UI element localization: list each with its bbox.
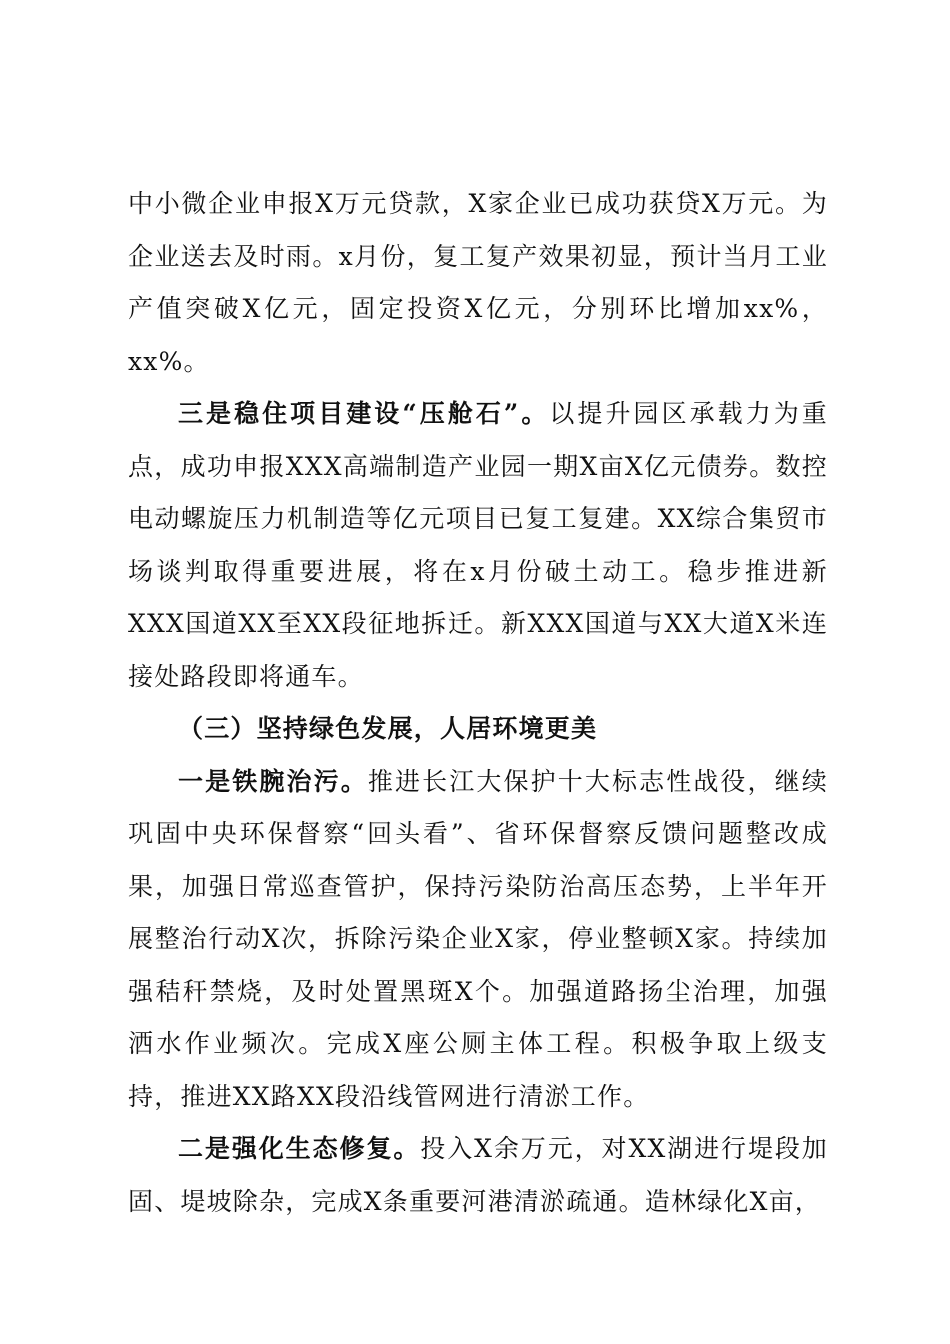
- paragraph-pollution-control-text: 推进长江大保护十大标志性战役，继续巩固中央环保督察“回头看”、省环保督察反馈问题整改成果，加强日常巡查管护，保持污染防治高压态势，上半年开展整治行动X次，拆除污染企业X家，停业整顿X家。持续加强秸秆禁烧，及时处置黑斑X个。加强道路扬尘治理，加强洒水作业频次。完成X座公厕主体工程。积极争取上级支持，推进XX路XX段沿线管网进行清淤工作。: [128, 766, 829, 1111]
- paragraph-pollution-control-lead: 一是铁腕治污。: [178, 766, 368, 796]
- paragraph-ecological-restoration-lead: 二是强化生态修复。: [178, 1134, 421, 1163]
- paragraph-ecological-restoration: [128, 1123, 828, 1228]
- paragraph-pollution-control: [128, 756, 828, 1124]
- paragraph-project-construction-text: 以提升园区承载力为重点，成功申报XXX高端制造产业园一期X亩X亿元债券。数控电动螺旋压力机制造等亿元项目已复工复建。XX综合集贸市场谈判取得重要进展，将在x月份破土动工。稳步推进新XXX国道XX至XX段征地拆迁。新XXX国道与XX大道X米连接处路段即将通车。: [128, 399, 828, 691]
- paragraph-loans: [128, 178, 828, 388]
- paragraph-ecological-restoration-text: 投入X余万元，对XX湖进行堤段加固、堤坡除杂，完成X条重要河港清淤疏通。造林绿化X亩，: [128, 1134, 828, 1216]
- body-text: [128, 178, 828, 1228]
- section-heading-green-development: （三）坚持绿色发展，人居环境更美: [178, 714, 598, 743]
- paragraph-project-construction-lead: 三是稳住项目建设“压舱石”。: [178, 399, 550, 428]
- paragraph-loans-text: 中小微企业申报X万元贷款，X家企业已成功获贷X万元。为企业送去及时雨。x月份，复工复产效果初显，预计当月工业产值突破X亿元，固定投资X亿元，分别环比增加xx%，xx%。: [128, 189, 828, 376]
- paragraph-project-construction: [128, 388, 828, 703]
